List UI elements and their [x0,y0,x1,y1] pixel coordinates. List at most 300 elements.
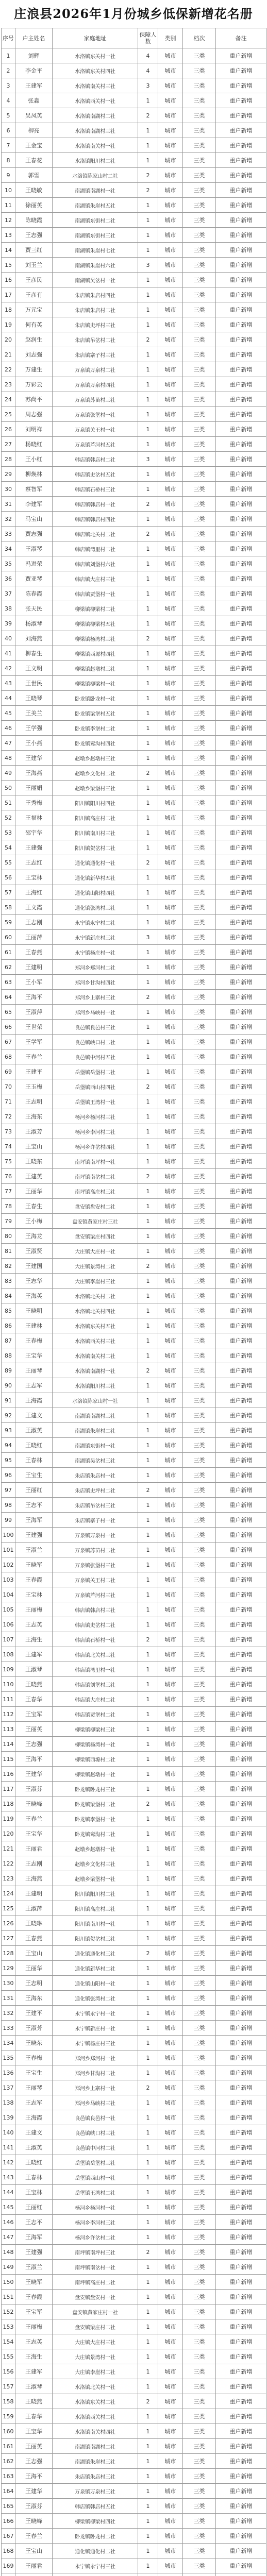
cell-level: 三类 [183,2021,216,2036]
cell-category: 城市 [158,2021,183,2036]
cell-note: 重户新增 [216,736,266,751]
cell-address: 水洛镇北关村一社 [53,2379,138,2394]
cell-level: 三类 [183,990,216,1005]
cell-note: 重户新增 [216,795,266,810]
cell-address: 郑河乡郑河村二社 [53,960,138,975]
table-row [2,2529,266,2544]
cell-address: 韩店镇石桥村一社 [53,1632,138,1647]
table-row [2,2050,266,2065]
cell-count: 1 [138,706,158,721]
header-address: 家庭地址 [53,28,138,48]
cell-index: 82 [2,1259,15,1274]
cell-count: 1 [138,2215,158,2230]
cell-note: 重户新增 [216,1707,266,1722]
cell-level: 三类 [183,1886,216,1901]
cell-note: 重户新增 [216,2230,266,2245]
cell-index: 138 [2,2095,15,2110]
cell-address: 柳梁镇赵墩村三社 [53,661,138,676]
cell-count: 1 [138,1543,158,1557]
cell-name: 刘明祥 [15,422,53,437]
table-row [2,1064,266,1079]
cell-name: 王晓峰 [15,2514,53,2529]
cell-count: 1 [138,691,158,706]
table-row [2,1453,266,1468]
cell-level: 三类 [183,1946,216,1961]
cell-note: 重户新增 [216,347,266,362]
cell-count: 1 [138,2050,158,2065]
table-row [2,1797,266,1811]
cell-note: 重户新增 [216,855,266,870]
cell-note: 重户新增 [216,1139,266,1154]
table-row [2,1632,266,1647]
cell-count: 2 [138,855,158,870]
cell-index: 145 [2,2200,15,2215]
cell-count: 1 [138,2125,158,2140]
cell-name: 王晓红 [15,2155,53,2170]
cell-address: 阳川镇高庄村二社 [53,810,138,825]
cell-name: 王海龙 [15,1229,53,1244]
table-row [2,721,266,736]
cell-index: 148 [2,2245,15,2260]
cell-note: 重户新增 [216,243,266,258]
cell-note: 重户新增 [216,631,266,646]
cell-note: 重户新增 [216,2215,266,2230]
cell-category: 城市 [158,1468,183,1483]
cell-index: 37 [2,586,15,601]
cell-name: 王志华 [15,1274,53,1289]
cell-category: 城市 [158,601,183,616]
cell-address: 水洛镇西关村一社 [53,93,138,108]
cell-count: 1 [138,2529,158,2544]
cell-level: 三类 [183,2290,216,2304]
table-row [2,2140,266,2155]
cell-count: 1 [138,1976,158,1991]
cell-name: 柳春生 [15,646,53,661]
cell-level: 三类 [183,1468,216,1483]
cell-category: 城市 [158,407,183,422]
cell-address: 韩店镇湾里村一社 [53,1662,138,1677]
cell-level: 三类 [183,1797,216,1811]
cell-count: 1 [138,1811,158,1826]
cell-category: 城市 [158,2036,183,2050]
cell-count: 1 [138,885,158,900]
cell-level: 三类 [183,362,216,377]
cell-category: 城市 [158,1513,183,1528]
cell-index: 110 [2,1677,15,1692]
cell-count: 1 [138,2514,158,2529]
cell-address: 南坪镇南坪村一社 [53,1154,138,1169]
cell-index: 78 [2,1199,15,1214]
cell-category: 城市 [158,1318,183,1333]
table-row [2,2304,266,2319]
cell-name: 王小燕 [15,736,53,751]
cell-note: 重户新增 [216,2021,266,2036]
cell-count: 1 [138,2364,158,2379]
cell-category: 城市 [158,1139,183,1154]
cell-name: 王淑琴 [15,541,53,556]
cell-category: 城市 [158,2439,183,2454]
cell-category: 城市 [158,1423,183,1438]
cell-note: 重户新增 [216,2260,266,2275]
cell-note: 重户新增 [216,1572,266,1587]
cell-address: 韩店镇刘堡村三社 [53,1677,138,1692]
cell-note: 重户新增 [216,2514,266,2529]
table-row [2,168,266,183]
cell-address: 柳梁镇赵墩村一社 [53,1767,138,1782]
cell-index: 84 [2,1289,15,1303]
cell-count: 1 [138,153,158,168]
cell-level: 三类 [183,1767,216,1782]
cell-category: 城市 [158,1259,183,1274]
cell-index: 109 [2,1662,15,1677]
cell-level: 三类 [183,2529,216,2544]
cell-note: 重户新增 [216,810,266,825]
cell-category: 城市 [158,1244,183,1259]
cell-count: 1 [138,1886,158,1901]
cell-count: 1 [138,1841,158,1856]
table-row [2,646,266,661]
cell-note: 重户新增 [216,1378,266,1393]
table-row [2,960,266,975]
cell-index: 105 [2,1602,15,1617]
cell-address: 南坪镇高庄村三社 [53,1184,138,1199]
cell-index: 24 [2,392,15,407]
cell-count: 2 [138,1079,158,1094]
cell-name: 柳亮 [15,123,53,138]
cell-count: 4 [138,63,158,78]
cell-name: 赵润生 [15,332,53,347]
cell-count: 1 [138,556,158,571]
cell-name: 王春生 [15,1199,53,1214]
cell-count: 3 [138,930,158,945]
cell-name: 王海霞 [15,2110,53,2125]
cell-note: 重户新增 [216,1528,266,1543]
cell-index: 27 [2,437,15,452]
cell-note: 重户新增 [216,258,266,273]
cell-note: 重户新增 [216,2499,266,2514]
cell-category: 城市 [158,1856,183,1871]
cell-index: 160 [2,2424,15,2439]
table-row [2,2379,266,2394]
cell-category: 城市 [158,1976,183,1991]
cell-count: 1 [138,2155,158,2170]
table-row [2,706,266,721]
cell-count: 3 [138,78,158,93]
cell-count: 1 [138,422,158,437]
cell-note: 重户新增 [216,1169,266,1184]
table-row [2,407,266,422]
cell-level: 三类 [183,1109,216,1124]
cell-address: 阳川镇南川村三社 [53,825,138,840]
table-row [2,2155,266,2170]
cell-category: 城市 [158,661,183,676]
cell-count: 1 [138,1333,158,1348]
cell-address: 韩店镇韩店村四社 [53,512,138,527]
cell-name: 蔡智军 [15,482,53,497]
cell-name: 王海军 [15,1513,53,1528]
cell-level: 三类 [183,2364,216,2379]
cell-note: 重户新增 [216,183,266,198]
cell-index: 50 [2,781,15,795]
cell-address: 水洛镇东关村二社 [53,2394,138,2409]
cell-index: 61 [2,945,15,960]
cell-category: 城市 [158,2050,183,2065]
cell-level: 三类 [183,2349,216,2364]
cell-count: 1 [138,1991,158,2006]
cell-category: 城市 [158,676,183,691]
cell-name: 王海英 [15,1289,53,1303]
cell-category: 城市 [158,1483,183,1498]
cell-level: 三类 [183,2454,216,2469]
cell-address: 韩店镇石桥村三社 [53,482,138,497]
cell-address: 阳川镇阳川村四社 [53,795,138,810]
cell-count: 1 [138,2379,158,2394]
cell-level: 三类 [183,1931,216,1946]
cell-address: 卧龙镇卧龙村一社 [53,691,138,706]
cell-count: 1 [138,1035,158,1049]
table-row [2,377,266,392]
cell-level: 三类 [183,332,216,347]
cell-note: 重户新增 [216,407,266,422]
cell-note: 重户新增 [216,825,266,840]
cell-count: 1 [138,915,158,930]
cell-name: 王玉梅 [15,1079,53,1094]
cell-name: 万彩云 [15,377,53,392]
table-row [2,1124,266,1139]
table-row [2,2334,266,2349]
cell-address: 朱店镇吊岔村二社 [53,332,138,347]
cell-category: 城市 [158,1378,183,1393]
cell-category: 城市 [158,1214,183,1229]
cell-name: 王彦民 [15,273,53,287]
cell-level: 三类 [183,1707,216,1722]
cell-name: 王志明 [15,1976,53,1991]
cell-category: 城市 [158,945,183,960]
cell-address: 南坪镇南岔村一社 [53,2260,138,2275]
cell-address: 水洛镇阳川村三社 [53,1378,138,1393]
table-row [2,1976,266,1991]
cell-index: 66 [2,1020,15,1035]
cell-index: 165 [2,2499,15,2514]
cell-note: 重户新增 [216,2065,266,2080]
cell-count: 1 [138,2006,158,2021]
table-row [2,1752,266,1767]
cell-name: 何有英 [15,317,53,332]
cell-name: 王丽红 [15,1483,53,1498]
cell-level: 三类 [183,1303,216,1318]
cell-name: 王晓军 [15,2275,53,2290]
cell-address: 赵墩乡赵墩村一社 [53,1841,138,1856]
cell-note [216,2573,266,2576]
table-row [2,855,266,870]
cell-category: 城市 [158,2125,183,2140]
cell-address: 韩店镇大庄村二社 [53,1692,138,1707]
cell-level: 三类 [183,527,216,541]
cell-name: 王世民 [15,676,53,691]
table-row [2,78,266,93]
cell-count: 1 [138,1498,158,1513]
table-row [2,302,266,317]
cell-note: 重户新增 [216,198,266,213]
cell-address: 良邑镇中河村五社 [53,1049,138,1064]
cell-count: 1 [138,1348,158,1363]
cell-level: 三类 [183,586,216,601]
cell-name: 王丽英 [15,2439,53,2454]
cell-name: 陈春霞 [15,586,53,601]
cell-note: 重户新增 [216,721,266,736]
cell-count: 1 [138,1662,158,1677]
cell-category: 城市 [158,870,183,885]
cell-count: 1 [138,795,158,810]
cell-level: 三类 [183,2036,216,2050]
table-row [2,2394,266,2409]
cell-category: 城市 [158,1408,183,1423]
cell-note: 重户新增 [216,138,266,153]
cell-note: 重户新增 [216,2304,266,2319]
cell-note: 重户新增 [216,392,266,407]
cell-note: 重户新增 [216,1617,266,1632]
cell-count: 1 [138,541,158,556]
cell-note: 重户新增 [216,512,266,527]
table-row [2,1871,266,1886]
cell-level: 三类 [183,855,216,870]
cell-level: 三类 [183,915,216,930]
cell-level: 三类 [183,1961,216,1976]
cell-index: 114 [2,1737,15,1752]
cell-category: 城市 [158,2529,183,2544]
cell-count: 1 [138,302,158,317]
cell-address: 万泉镇关王村一社 [53,422,138,437]
table-row [2,795,266,810]
table-row [2,1259,266,1274]
cell-name: 王小军 [15,975,53,990]
cell-address: 韩店镇北关村二社 [53,527,138,541]
cell-category: 城市 [158,2230,183,2245]
cell-count: 1 [138,1199,158,1214]
cell-address: 水洛镇阳川村二社 [53,153,138,168]
cell-index: 122 [2,1856,15,1871]
cell-note: 重户新增 [216,2275,266,2290]
cell-count: 2 [138,1363,158,1378]
table-row [2,2558,266,2573]
cell-level: 三类 [183,571,216,586]
cell-index: 76 [2,1169,15,1184]
cell-note: 重户新增 [216,2110,266,2125]
table-row [2,1782,266,1797]
cell-name: 王淑兰 [15,2260,53,2275]
cell-note: 重户新增 [216,1438,266,1453]
cell-note: 重户新增 [216,2394,266,2409]
cell-name: 王宝华 [15,1348,53,1363]
cell-category: 城市 [158,2319,183,2334]
cell-category: 城市 [158,1154,183,1169]
cell-level: 三类 [183,1841,216,1856]
cell-address: 柳梁镇柳梁村五社 [53,616,138,631]
cell-category: 城市 [158,1722,183,1737]
cell-note: 重户新增 [216,1961,266,1976]
cell-address: 水洛镇东关村一社 [53,48,138,63]
cell-index: 91 [2,1393,15,1408]
cell-level: 三类 [183,900,216,915]
cell-name: 柳焕林 [15,467,53,482]
cell-address: 南坪镇高庄村二社 [53,2275,138,2290]
table-row [2,810,266,825]
cell-note: 重户新增 [216,1737,266,1752]
cell-note: 重户新增 [216,1602,266,1617]
cell-index: 157 [2,2379,15,2394]
cell-address: 朱店镇史坪村二社 [53,1483,138,1498]
table-row [2,2260,266,2275]
cell-count: 1 [138,1393,158,1408]
cell-note: 重户新增 [216,2125,266,2140]
cell-note: 重户新增 [216,467,266,482]
cell-level: 三类 [183,691,216,706]
cell-address: 万泉镇张堡村一社 [53,407,138,422]
cell-name: 王春兰 [15,2529,53,2544]
cell-level: 三类 [183,168,216,183]
cell-level: 三类 [183,2319,216,2334]
cell-count: 1 [138,646,158,661]
cell-note: 重户新增 [216,1826,266,1841]
cell-note: 重户新增 [216,2544,266,2558]
cell-category: 城市 [158,243,183,258]
table-row [2,332,266,347]
cell-level: 三类 [183,1348,216,1363]
header-name: 户主姓名 [15,28,53,48]
cell-index: 55 [2,855,15,870]
cell-name: 王春兰 [15,1049,53,1064]
cell-address: 通化镇通化村一社 [53,855,138,870]
cell-index: 93 [2,1423,15,1438]
cell-note: 重户新增 [216,2484,266,2499]
cell-index: 117 [2,1782,15,1797]
cell-index: 8 [2,153,15,168]
table-row [2,317,266,332]
cell-note: 重户新增 [216,2080,266,2095]
cell-index: 81 [2,1244,15,1259]
cell-count: 2 [138,332,158,347]
cell-address: 赵墩乡赵墩村三社 [53,751,138,766]
table-row [2,452,266,467]
cell-index: 162 [2,2454,15,2469]
cell-category: 城市 [158,571,183,586]
cell-category: 城市 [158,138,183,153]
cell-note: 重户新增 [216,2409,266,2424]
cell-address: 南湖镇东街村二社 [53,213,138,228]
cell-name: 王晓燕 [15,2394,53,2409]
cell-category: 城市 [158,1124,183,1139]
cell-address: 岳堡镇王湾村一社 [53,1094,138,1109]
cell-name: 王丽梅 [15,2319,53,2334]
cell-category: 城市 [158,1005,183,1020]
cell-level: 三类 [183,287,216,302]
cell-category: 城市 [158,183,183,198]
cell-note: 重户新增 [216,1841,266,1856]
cell-name: 王丽君 [15,2558,53,2573]
cell-index: 23 [2,377,15,392]
cell-address: 永宁镇新庄村三社 [53,930,138,945]
cell-index: 31 [2,497,15,512]
cell-category: 城市 [158,930,183,945]
table-row [2,1423,266,1438]
cell-address: 柳梁镇柳梁村四社 [53,2514,138,2529]
cell-address: 万泉镇苏苗村二社 [53,1543,138,1557]
cell-note: 重户新增 [216,2036,266,2050]
cell-note: 重户新增 [216,362,266,377]
cell-category: 城市 [158,1543,183,1557]
table-row [2,1931,266,1946]
cell-name: 王淑萍 [15,1901,53,1916]
